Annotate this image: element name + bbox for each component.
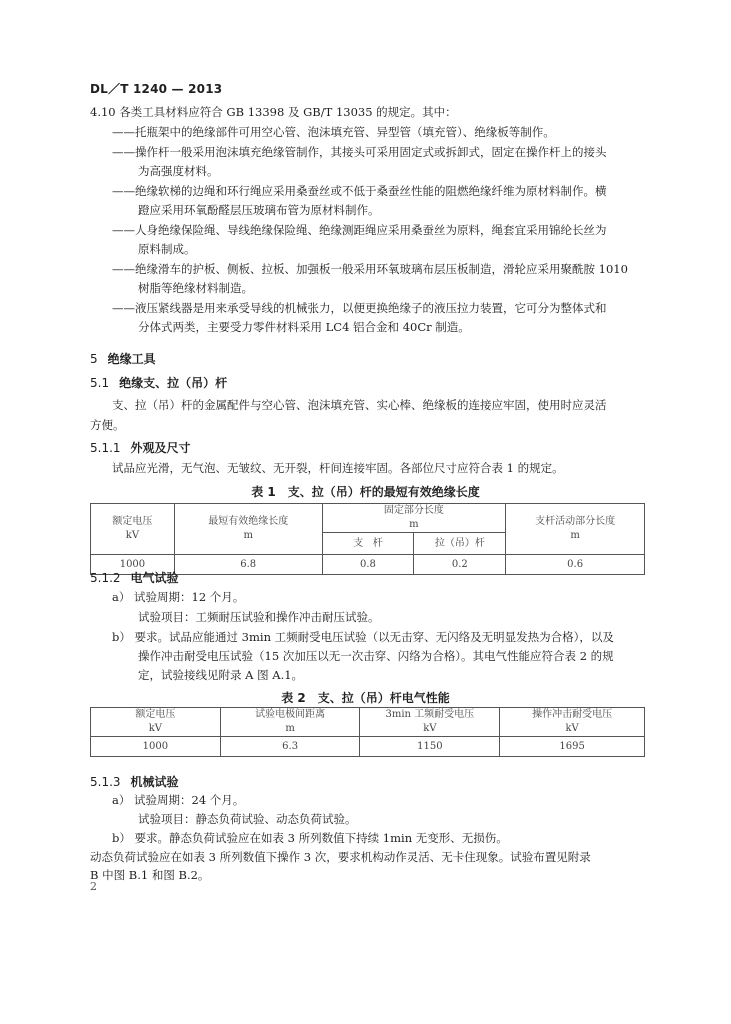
section-number: 5.1 bbox=[90, 376, 110, 390]
list-item-line: a） 试验周期：24 个月。 bbox=[112, 793, 245, 807]
section-title: 外观及尺寸 bbox=[130, 441, 191, 455]
clause-line: 为高强度材料。 bbox=[138, 164, 219, 178]
table-number: 表 1 bbox=[251, 485, 276, 499]
clause-line: ——托瓶架中的绝缘部件可用空心管、泡沫填充管、异型管（填充管）、绝缘板等制作。 bbox=[112, 125, 555, 139]
list-item-line: b） 要求。静态负荷试验应在如表 3 所列数值下持续 1min 无变形、无损伤。 bbox=[112, 831, 508, 845]
cell-voltage: 1000 bbox=[91, 555, 175, 575]
clause-line: ——人身绝缘保险绳、导线绝缘保险绳、绝缘测距绳应采用桑蚕丝为原料，绳套宜采用锦纶长丝为 bbox=[112, 223, 607, 237]
cell-distance: 6.3 bbox=[220, 737, 360, 757]
header-ac-withstand: 3min 工频耐受电压 kV bbox=[360, 708, 500, 737]
header-pull-rod: 拉（吊）杆 bbox=[414, 533, 506, 555]
paragraph-line: B 中图 B.1 和图 B.2。 bbox=[90, 868, 210, 882]
clause-line: ——液压紧线器是用来承受导线的机械张力，以便更换绝缘子的液压拉力装置，它可分为整体式和 bbox=[112, 301, 607, 315]
paragraph-line: 方便。 bbox=[90, 418, 125, 432]
header-support-rod: 支 杆 bbox=[322, 533, 414, 555]
table-row bbox=[91, 737, 645, 757]
section-number: 5 bbox=[90, 352, 98, 366]
cell-impulse: 1695 bbox=[500, 737, 645, 757]
list-item-line: 试验项目：静态负荷试验、动态负荷试验。 bbox=[138, 812, 357, 826]
cell-active: 0.6 bbox=[506, 555, 645, 575]
table-2-caption bbox=[0, 689, 731, 706]
cell-min-length: 6.8 bbox=[174, 555, 322, 575]
table-title: 支、拉（吊）杆电气性能 bbox=[317, 691, 450, 705]
header-electrode-distance: 试验电极间距离 m bbox=[220, 708, 360, 737]
clause-line: 分体式两类，主要受力零件材料采用 LC4 铝合金和 40Cr 制造。 bbox=[138, 320, 470, 334]
page-number: 2 bbox=[90, 880, 97, 893]
clause-line: ——操作杆一般采用泡沫填充绝缘管制作，其接头可采用固定式或拆卸式，固定在操作杆上的接头 bbox=[112, 145, 607, 159]
clause-line: ——绝缘软梯的边绳和环行绳应采用桑蚕丝或不低于桑蚕丝性能的阻燃绝缘纤维为原材料制作。横 bbox=[112, 184, 607, 198]
clause-line: 树脂等绝缘材料制造。 bbox=[138, 281, 253, 295]
table-number: 表 2 bbox=[281, 691, 306, 705]
header-rated-voltage: 额定电压 kV bbox=[91, 504, 175, 555]
section-title: 机械试验 bbox=[130, 775, 179, 789]
document-code-header: DL／T 1240 — 2013 bbox=[90, 82, 223, 96]
header-active-length: 支杆活动部分长度 m bbox=[506, 504, 645, 555]
clause-line: 蹬应采用环氧酚醛层压玻璃布管为原材料制作。 bbox=[138, 203, 380, 217]
section-5-heading bbox=[90, 350, 156, 367]
section-5-1-3-heading bbox=[90, 773, 179, 790]
table-1 bbox=[90, 503, 645, 575]
paragraph-line: 动态负荷试验应在如表 3 所列数值下操作 3 次，要求机构动作灵活、无卡住现象。试验布置见附录 bbox=[90, 850, 591, 864]
paragraph-line: 支、拉（吊）杆的金属配件与空心管、泡沫填充管、实心棒、绝缘板的连接应牢固，使用时应灵活 bbox=[112, 398, 607, 412]
list-item-line: b） 要求。试品应能通过 3min 工频耐受电压试验（以无击穿、无闪络及无明显发热为合格），以及 bbox=[112, 630, 614, 644]
list-item-line: 试验项目：工频耐压试验和操作冲击耐压试验。 bbox=[138, 610, 380, 624]
section-number: 5.1.3 bbox=[90, 775, 121, 789]
header-min-insulation-length: 最短有效绝缘长度 m bbox=[174, 504, 322, 555]
header-rated-voltage: 额定电压 kV bbox=[91, 708, 221, 737]
table-title: 支、拉（吊）杆的最短有效绝缘长度 bbox=[287, 485, 480, 499]
section-title: 电气试验 bbox=[130, 571, 179, 585]
paragraph-line: 试品应光滑，无气泡、无皱纹、无开裂，杆间连接牢固。各部位尺寸应符合表 1 的规定。 bbox=[112, 461, 564, 475]
table-1-caption bbox=[0, 483, 731, 500]
section-5-1-2-heading bbox=[90, 569, 179, 586]
header-fixed-length: 固定部分长度 m bbox=[322, 504, 506, 533]
list-item-line: 定，试验接线见附录 A 图 A.1。 bbox=[138, 668, 304, 682]
section-number: 5.1.1 bbox=[90, 441, 121, 455]
section-5-1-heading bbox=[90, 374, 227, 391]
cell-pull: 0.2 bbox=[414, 555, 506, 575]
cell-support: 0.8 bbox=[322, 555, 414, 575]
clause-line: 原料制成。 bbox=[138, 242, 196, 256]
list-item-line: a） 试验周期：12 个月。 bbox=[112, 590, 245, 604]
table-2 bbox=[90, 707, 645, 757]
section-title: 绝缘支、拉（吊）杆 bbox=[119, 376, 228, 390]
cell-ac: 1150 bbox=[360, 737, 500, 757]
section-number: 5.1.2 bbox=[90, 571, 121, 585]
cell-voltage: 1000 bbox=[91, 737, 221, 757]
header-impulse-withstand: 操作冲击耐受电压 kV bbox=[500, 708, 645, 737]
section-5-1-1-heading bbox=[90, 439, 191, 456]
section-title: 绝缘工具 bbox=[107, 352, 156, 366]
clause-line: ——绝缘滑车的护板、侧板、拉板、加强板一般采用环氧玻璃布层压板制造，滑轮应采用聚酰胺 1010 bbox=[112, 262, 628, 276]
clause-line: 4.10 各类工具材料应符合 GB 13398 及 GB/T 13035 的规定。其中： bbox=[90, 105, 457, 119]
list-item-line: 操作冲击耐受电压试验（15 次加压以无一次击穿、闪络为合格）。其电气性能应符合表 2 的规 bbox=[138, 649, 614, 663]
